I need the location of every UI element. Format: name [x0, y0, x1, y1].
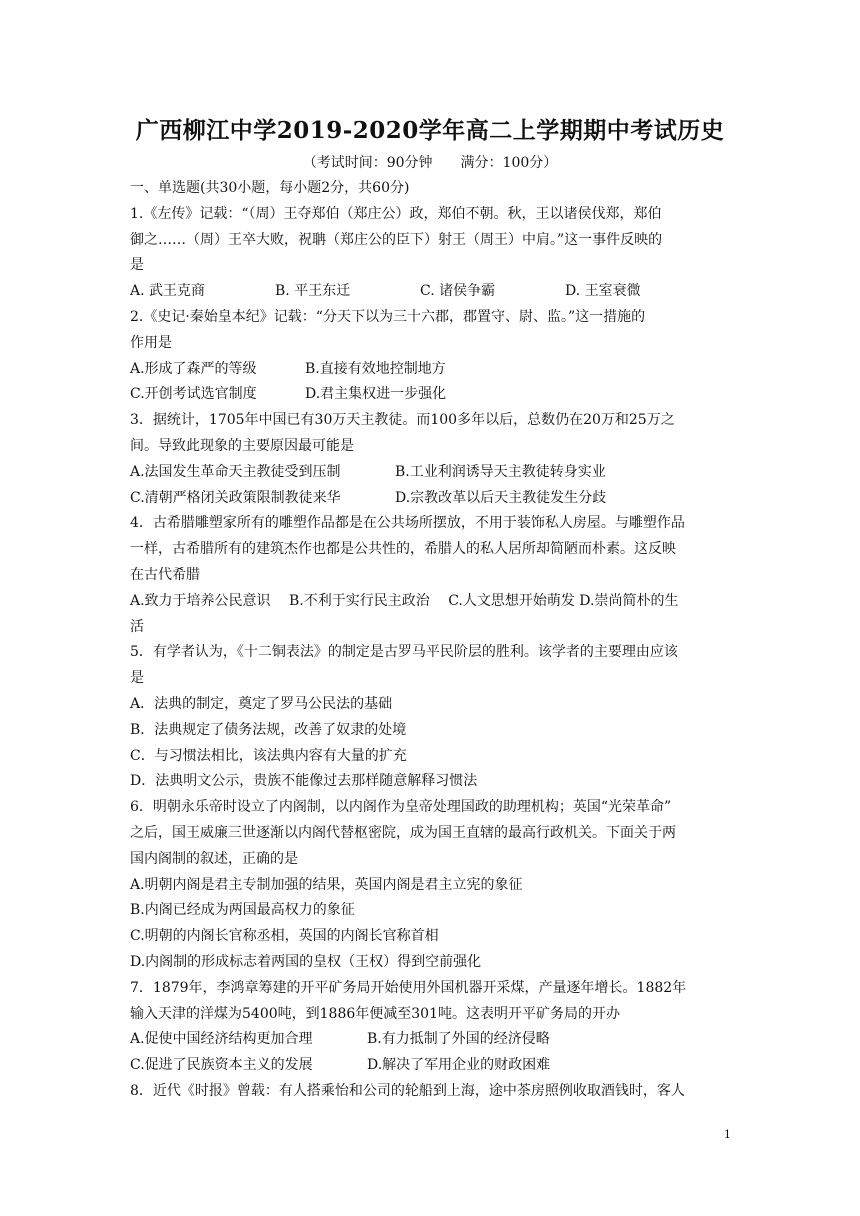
- question-text: 国内阁制的叙述，正确的是: [130, 850, 298, 867]
- option-b: B．法典规定了债务法规，改善了奴隶的处境: [130, 721, 407, 738]
- question-text: 3．据统计，1705年中国已有30万天主教徒。而100多年以后，总数仍在20万和25万之: [130, 412, 675, 429]
- question-7: [130, 976, 735, 1079]
- question-8: [130, 1079, 735, 1105]
- question-6: [130, 795, 735, 976]
- options-row: [130, 460, 735, 486]
- options-row: [130, 1027, 735, 1053]
- section-heading: 一、单选题(共30小题，每小题2分，共60分): [130, 180, 410, 196]
- option-b: B. 平王东迁: [275, 283, 351, 300]
- question-text: 在古代希腊: [130, 566, 200, 583]
- question-text: 之后，国王威廉三世逐渐以内阁代替枢密院，成为国王直辖的最高行政机关。下面关于两: [130, 824, 676, 841]
- options-row: [130, 279, 735, 305]
- option-b: B.直接有效地控制地方: [305, 360, 446, 377]
- option-c: C. 诸侯争霸: [420, 283, 496, 300]
- options-row: [130, 1053, 735, 1079]
- option-c: C.清朝严格闭关政策限制教徒来华: [130, 489, 341, 506]
- question-5: [130, 640, 735, 795]
- option-d: D.解决了军用企业的财政困难: [367, 1057, 551, 1074]
- option-b: B.工业利润诱导天主教徒转身实业: [395, 463, 606, 480]
- page-number: 1: [724, 1128, 731, 1141]
- option-d: D．法典明文公示，贵族不能像过去那样随意解释习惯法: [130, 773, 478, 790]
- question-2: [130, 305, 735, 408]
- question-text: 2.《史记·秦始皇本纪》记载：“分天下以为三十六郡，郡置守、尉、监。”这一措施的: [130, 308, 646, 325]
- option-a: A.法国发生革命天主教徒受到压制: [130, 463, 341, 480]
- question-text: 是: [130, 257, 144, 274]
- options-row: [130, 382, 735, 408]
- full-score: 满分：100分）: [460, 155, 558, 171]
- options-row: [130, 357, 735, 383]
- question-text: 4．古希腊雕塑家所有的雕塑作品都是在公共场所摆放，不用于装饰私人房屋。与雕塑作品: [130, 515, 685, 532]
- options-row: [130, 486, 735, 512]
- question-text: 输入天津的洋煤为5400吨，到1886年便减至301吨。这表明开平矿务局的开办: [130, 1005, 620, 1022]
- exam-title: 广西柳江中学2019-2020学年高二上学期期中考试历史: [135, 117, 725, 144]
- option-c: C．与习惯法相比，该法典内容有大量的扩充: [130, 747, 407, 764]
- option-a: A. 武王克商: [130, 283, 206, 300]
- question-text: 7．1879年，李鸿章筹建的开平矿务局开始使用外国机器开采煤，产量逐年增长。1882年: [130, 979, 687, 996]
- option-a: A．法典的制定，奠定了罗马公民法的基础: [130, 695, 393, 712]
- options-row: A.致力于培养公民意识 B.不利于实行民主政治 C.人文思想开始萌发 D.崇尚简朴的生: [130, 592, 679, 609]
- option-c: C.促进了民族资本主义的发展: [130, 1057, 313, 1074]
- question-text: 间。导致此现象的主要原因最可能是: [130, 437, 354, 454]
- question-text: 一样，古希腊所有的建筑杰作也都是公共性的，希腊人的私人居所却简陋而朴素。这反映: [130, 541, 676, 558]
- option-a: A.形成了森严的等级: [130, 360, 257, 377]
- question-text: 6．明朝永乐帝时设立了内阁制，以内阁作为皇帝处理国政的助理机构；英国“光荣革命”: [130, 799, 672, 816]
- question-text: 5．有学者认为，《十二铜表法》的制定是古罗马平民阶层的胜利。该学者的主要理由应该: [130, 644, 678, 661]
- question-1: [130, 202, 735, 305]
- question-text: 是: [130, 670, 144, 687]
- exam-body: [130, 176, 735, 1105]
- option-d: D.内阁制的形成标志着两国的皇权（王权）得到空前强化: [130, 953, 482, 970]
- options-row-continued: 活: [130, 618, 144, 635]
- option-b: B.有力抵制了外国的经济侵略: [367, 1031, 550, 1048]
- option-a: A.明朝内阁是君主专制加强的结果，英国内阁是君主立宪的象征: [130, 876, 523, 893]
- option-a: A.促使中国经济结构更加合理: [130, 1031, 313, 1048]
- question-3: [130, 408, 735, 511]
- question-4: [130, 511, 735, 640]
- question-text: 作用是: [130, 334, 172, 351]
- exam-time: （考试时间：90分钟: [302, 155, 433, 171]
- question-text: 8．近代《时报》曾载：有人搭乘怡和公司的轮船到上海，途中茶房照例收取酒钱时，客人: [130, 1082, 685, 1099]
- option-c: C.明朝的内阁长官称丞相，英国的内阁长官称首相: [130, 928, 439, 945]
- option-c: C.开创考试选官制度: [130, 386, 257, 403]
- exam-info: [0, 152, 860, 172]
- option-d: D. 王室衰微: [565, 283, 641, 300]
- question-text: 御之……（周）王卒大败，祝聃（郑庄公的臣下）射王（周王）中肩。”这一事件反映的: [130, 231, 663, 248]
- option-b: B.内阁已经成为两国最高权力的象征: [130, 902, 355, 919]
- option-d: D.君主集权进一步强化: [305, 386, 447, 403]
- option-d: D.宗教改革以后天主教徒发生分歧: [395, 489, 607, 506]
- question-text: 1.《左传》记载：“（周）王夺郑伯（郑庄公）政，郑伯不朝。秋，王以诸侯伐郑，郑伯: [130, 205, 662, 222]
